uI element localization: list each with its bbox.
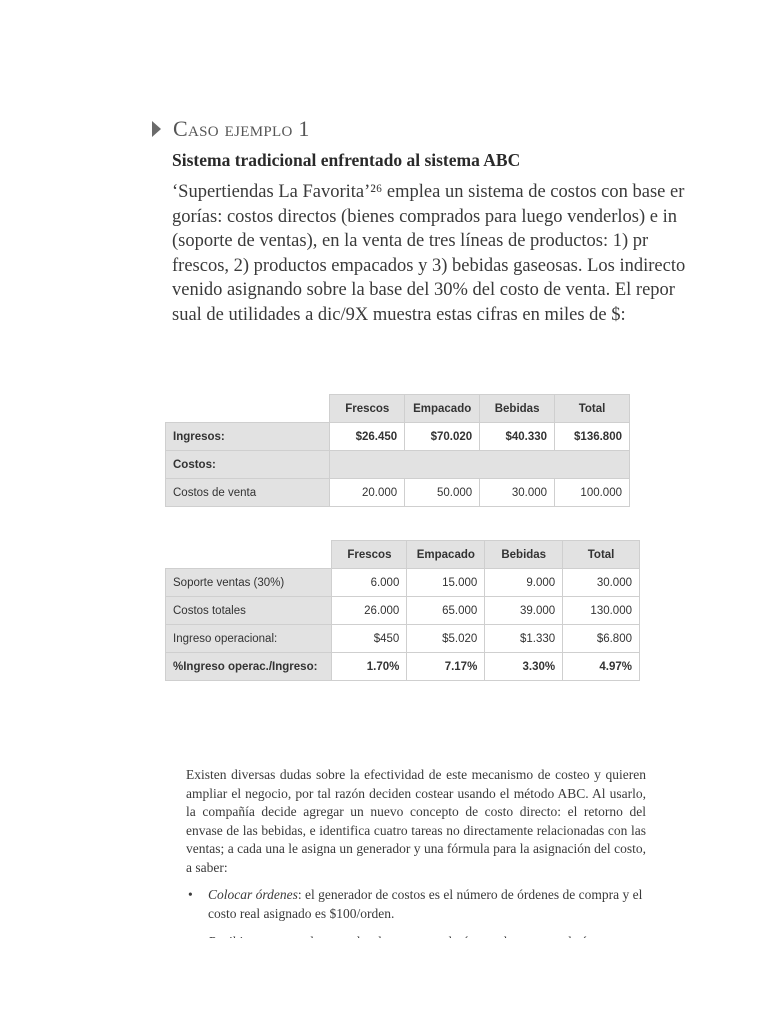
table-cell: $6.800 [563, 625, 640, 653]
table-header-row [166, 541, 640, 569]
case-header [152, 112, 310, 146]
table-cell: $40.330 [480, 423, 555, 451]
table-cell: 4.97% [563, 653, 640, 681]
section-title: Sistema tradicional enfrentado al sistema ABC [172, 150, 521, 170]
intro-line: (soporte de ventas), en la venta de tres líneas de productos: 1) pr [172, 231, 649, 251]
table-cell: 50.000 [405, 479, 480, 507]
table-cell: $450 [332, 625, 407, 653]
table-cell: 30.000 [480, 479, 555, 507]
table-cell: 7.17% [407, 653, 485, 681]
table-row [166, 569, 640, 597]
triangle-right-icon [152, 121, 161, 137]
table-cell: 15.000 [407, 569, 485, 597]
bullet-text: : el generador de costos es el número de órdenes de compra y el costo real asignado es $100/orden. [208, 887, 643, 921]
table-cell: 9.000 [485, 569, 563, 597]
column-header: Total [563, 541, 640, 569]
case-title: Caso ejemplo 1 [173, 116, 310, 141]
table-cell: $1.330 [485, 625, 563, 653]
table-cell: $136.800 [555, 423, 630, 451]
bullet-icon: • [188, 887, 193, 902]
table-cell: 3.30% [485, 653, 563, 681]
table-cell: 130.000 [563, 597, 640, 625]
table-cell [330, 451, 630, 479]
intro-line: ‘Supertiendas La Favorita’²⁶ emplea un sistema de costos con base er [172, 182, 685, 202]
intro-line: sual de utilidades a dic/9X muestra estas cifras en miles de $: [172, 304, 626, 325]
intro-line: gorías: costos directos (bienes comprados para luego venderlos) e in [172, 206, 678, 227]
table-cell: 1.70% [332, 653, 407, 681]
table-row [166, 451, 630, 479]
list-item [186, 886, 646, 923]
page-bottom-margin [0, 938, 768, 1024]
table-cell: 20.000 [330, 479, 405, 507]
column-header: Empacado [407, 541, 485, 569]
bullet-term: Colocar órdenes [208, 887, 298, 902]
table-header-row [166, 395, 630, 423]
table-row [166, 625, 640, 653]
column-header: Frescos [332, 541, 407, 569]
table-row [166, 423, 630, 451]
row-label: Soporte ventas (30%) [166, 569, 332, 597]
column-header: Total [555, 395, 630, 423]
table-cell: 6.000 [332, 569, 407, 597]
table-cell: 65.000 [407, 597, 485, 625]
table-row [166, 653, 640, 681]
column-header: Empacado [405, 395, 480, 423]
column-header: Bebidas [485, 541, 563, 569]
body-paragraph: Existen diversas dudas sobre la efectividad de este mecanismo de costeo y quieren ampliar el negocio, por tal razón deciden costear usando el método ABC. Al usarlo, la compañía decide agregar un nuevo concepto de costo directo: el retorno del envase de las bebidas, e identifica cuatro tareas no directamente relacionadas con las ventas; a cada una le asigna un generador y una fórmula para la asignación del costo, a saber: [186, 767, 646, 875]
table-cell: 39.000 [485, 597, 563, 625]
row-label: Costos de venta [166, 479, 330, 507]
table-cell: 26.000 [332, 597, 407, 625]
table-cell: $70.020 [405, 423, 480, 451]
table-cell: $26.450 [330, 423, 405, 451]
table-row [166, 597, 640, 625]
row-label: Ingreso operacional: [166, 625, 332, 653]
column-header: Bebidas [480, 395, 555, 423]
table-cell: $5.020 [407, 625, 485, 653]
row-label: %Ingreso operac./Ingreso: [166, 653, 332, 681]
operating-income-table [165, 540, 640, 681]
table-corner-cell [166, 395, 330, 423]
row-label: Ingresos: [166, 423, 330, 451]
row-label: Costos totales [166, 597, 332, 625]
revenue-costs-table [165, 394, 630, 507]
table-cell: 100.000 [555, 479, 630, 507]
table-corner-cell [166, 541, 332, 569]
intro-line: frescos, 2) productos empacados y 3) bebidas gaseosas. Los indirecto [172, 255, 686, 276]
intro-paragraph [172, 180, 768, 327]
row-label: Costos: [166, 451, 330, 479]
intro-line: venido asignando sobre la base del 30% del costo de venta. El repor [172, 280, 675, 300]
table-row [166, 479, 630, 507]
column-header: Frescos [330, 395, 405, 423]
table-cell: 30.000 [563, 569, 640, 597]
